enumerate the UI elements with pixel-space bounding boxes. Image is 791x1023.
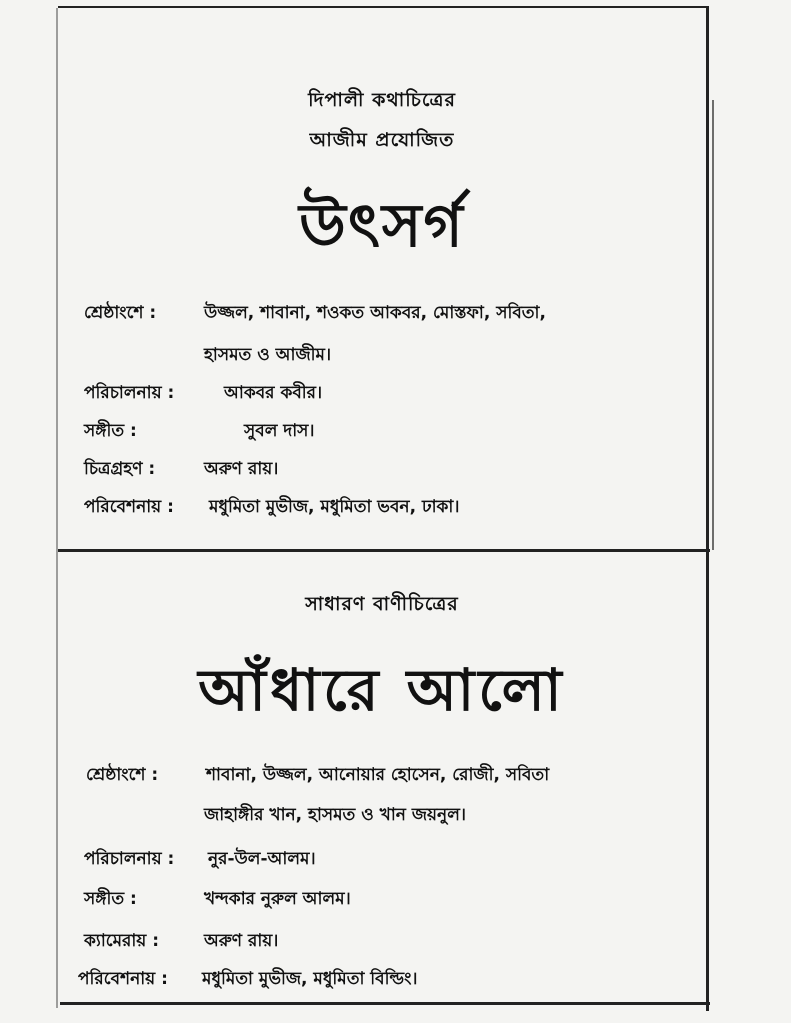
top-border: [58, 6, 706, 8]
credit-label: চিত্রগ্রহণ :: [84, 459, 156, 479]
credit-label: পরিচালনায় :: [84, 849, 175, 869]
credit-value: মধুমিতা মুভীজ, মধুমিতা ভবন, ঢাকা।: [209, 497, 460, 517]
credit-value: নুর-উল-আলম।: [208, 849, 316, 869]
film1-credit-distributor: [84, 494, 704, 522]
credit-label: পরিচালনায় :: [84, 383, 175, 403]
film2-credit-cast-cont: জাহাঙ্গীর খান, হাসমত ও খান জয়নুল।: [204, 805, 466, 825]
credit-label: ক্যামেরায় :: [84, 931, 160, 951]
film1-credit-director: [84, 380, 704, 408]
credit-label: সঙ্গীত :: [84, 421, 137, 441]
film2-title: আঁধারে আলো: [198, 656, 566, 724]
film2-presenter-line1: সাধারণ বাণীচিত্রের: [305, 593, 459, 615]
credit-label: পরিবেশনায় :: [84, 497, 174, 517]
bottom-border: [60, 1002, 710, 1005]
credit-label: পরিবেশনায় :: [78, 969, 168, 989]
film1-credit-cast: [84, 300, 704, 328]
film1-credit-cast-cont: হাসমত ও আজীম।: [204, 345, 332, 365]
credit-value: অরুণ রায়।: [204, 459, 279, 479]
credit-label: সঙ্গীত :: [84, 889, 137, 909]
credit-value: সুবল দাস।: [244, 421, 315, 441]
film2-credit-director: [84, 846, 704, 874]
film2-credit-music: [84, 886, 704, 914]
credit-value: আকবর কবীর।: [224, 383, 323, 403]
section-divider: [58, 549, 710, 552]
film1-presenter-line2: আজীম প্রযোজিত: [309, 129, 455, 151]
film1-presenter-line1: দিপালী কথাচিত্রের: [308, 89, 456, 111]
credit-label: শ্রেষ্ঠাংশে :: [86, 765, 159, 785]
left-border: [56, 8, 58, 1008]
film2-credit-cast: [86, 762, 706, 790]
credit-label: শ্রেষ্ঠাংশে :: [84, 303, 157, 323]
credit-value: খন্দকার নুরুল আলম।: [204, 889, 351, 909]
film1-credit-music: [84, 418, 704, 446]
film2-credit-camera: [84, 928, 704, 956]
credit-value: অরুণ রায়।: [204, 931, 279, 951]
right-border-inner: [712, 100, 714, 550]
film1-title: উৎসর্গ: [299, 191, 465, 261]
right-border: [706, 6, 709, 1011]
film2-credit-distributor: [78, 966, 698, 994]
credit-value: মধুমিতা মুভীজ, মধুমিতা বিল্ডিং।: [202, 969, 418, 989]
credit-value: শাবানা, উজ্জল, আনোয়ার হোসেন, রোজী, সবিতা: [206, 765, 550, 785]
credit-value: উজ্জল, শাবানা, শওকত আকবর, মোস্তফা, সবিতা,: [204, 303, 546, 323]
film1-credit-camera: [84, 456, 704, 484]
